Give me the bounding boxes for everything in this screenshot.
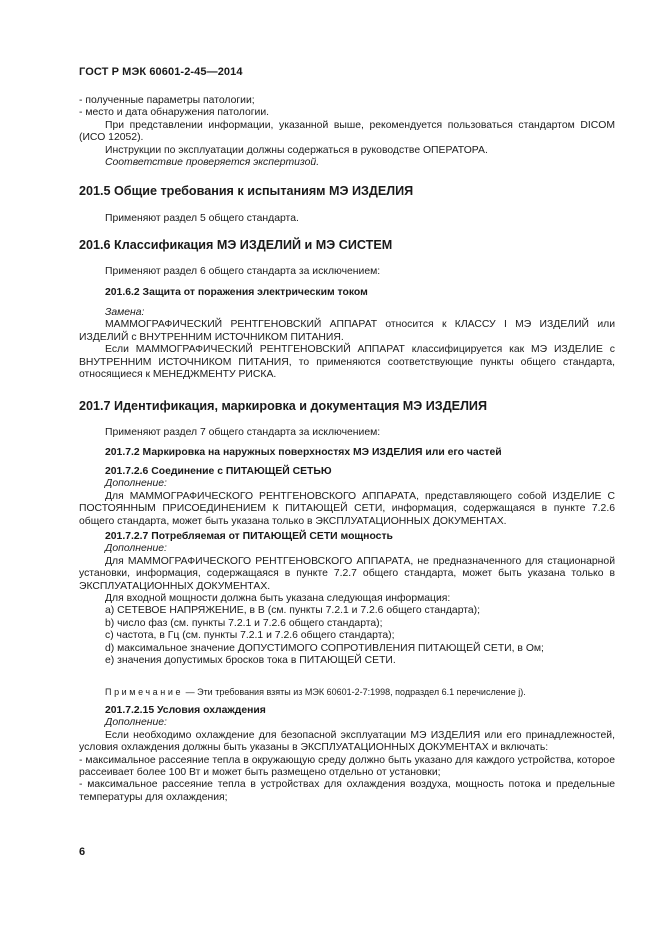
list-item: с) частота, в Гц (см. пункты 7.2.1 и 7.2.6 общего стандарта); (105, 630, 395, 642)
section-201-7-2-15 (79, 705, 615, 804)
addition-label: Дополнение: (105, 543, 167, 555)
list-item: е) значения допустимых бросков тока в ПИТАЮЩЕЙ СЕТИ. (105, 655, 396, 667)
section-201-6 (79, 238, 615, 253)
page-number: 6 (79, 846, 86, 858)
paragraph: Если необходимо охлаждение для безопасной эксплуатации МЭ ИЗДЕЛИЯ или его принадлежностей, условия охлаждения должны быть указаны в ЭКСПЛУАТАЦИОННЫХ ДОКУМЕНТАХ и включать: (79, 729, 615, 754)
paragraph: Применяют раздел 6 общего стандарта за исключением: (105, 266, 381, 277)
note-label: Примечание (105, 687, 184, 697)
paragraph-compliance: Соответствие проверяется экспертизой. (105, 157, 320, 169)
subsection-title: 201.7.2.6 Соединение с ПИТАЮЩЕЙ СЕТЬЮ (105, 466, 332, 477)
section-201-5 (79, 184, 615, 199)
paragraph-instructions: Инструкции по эксплуатации должны содержаться в руководстве ОПЕРАТОРА. (105, 144, 488, 156)
section-201-7-2-6 (79, 466, 615, 528)
section-201-7-2-7 (79, 531, 615, 667)
list-item: d) максимальное значение ДОПУСТИМОГО СОПРОТИВЛЕНИЯ ПИТАЮЩЕЙ СЕТИ, в Ом; (105, 642, 544, 654)
addition-label: Дополнение: (105, 478, 167, 490)
paragraph: МАММОГРАФИЧЕСКИЙ РЕНТГЕНОВСКИЙ АППАРАТ относится к КЛАССУ I МЭ ИЗДЕЛИЙ или ИЗДЕЛИЙ с ВНУТРЕННИМ ИСТОЧНИКОМ ПИТАНИЯ. (79, 319, 615, 343)
list-item: - полученные параметры патологии; (79, 95, 255, 106)
section-201-6-2 (79, 287, 615, 299)
section-title: 201.7 Идентификация, маркировка и документация МЭ ИЗДЕЛИЯ (79, 399, 488, 413)
paragraph-dicom: При представлении информации, указанной выше, рекомендуется пользоваться стандартом DICOM (ИСО 12052). (79, 119, 615, 144)
paragraph: Для МАММОГРАФИЧЕСКОГО РЕНТГЕНОВСКОГО АППАРАТА, представляющего собой ИЗДЕЛИЕ С ПОСТОЯННЫМ ПРИСОЕДИНЕНИЕМ К ПИТАЮЩЕЙ СЕТИ, информация, содержащаяся в пункте 7.2.6 общего стандарта, может быть указана только в ЭКСПЛУАТАЦИОННЫХ ДОКУМЕНТАХ. (79, 490, 615, 527)
note-text: — Эти требования взяты из МЭК 60601-2-7:1998, подраздел 6.1 перечисление j). (183, 687, 526, 697)
section-title: 201.5 Общие требования к испытаниям МЭ ИЗДЕЛИЯ (79, 184, 414, 198)
section-title: 201.6 Классификация МЭ ИЗДЕЛИЙ и МЭ СИСТЕМ (79, 238, 393, 252)
paragraph: - максимальное рассеяние тепла в устройствах для охлаждения воздуха, мощность потока и предельные температуры для охлаждения; (79, 779, 615, 803)
subsection-title: 201.7.2.7 Потребляемая от ПИТАЮЩЕЙ СЕТИ мощность (105, 531, 393, 542)
section-201-6-2-body (79, 307, 615, 381)
subsection-title: 201.7.2.15 Условия охлаждения (105, 705, 266, 716)
subsection-title: 201.6.2 Защита от поражения электрическим током (105, 287, 368, 298)
document-header: ГОСТ Р МЭК 60601-2-45—2014 (79, 66, 243, 78)
amendment-label: Замена: (105, 307, 145, 318)
paragraph: Если МАММОГРАФИЧЕСКИЙ РЕНТГЕНОВСКИЙ АППАРАТ классифицируется как МЭ ИЗДЕЛИЕ с ВНУТРЕННИМ ИСТОЧНИКОМ ПИТАНИЯ, то применяются соответствующие пункты общего стандарта, относящиеся к МЕНЕДЖМЕНТУ РИСКА. (79, 344, 615, 381)
list-item: - место и дата обнаружения патологии. (79, 107, 270, 119)
paragraph: Применяют раздел 7 общего стандарта за исключением: (105, 427, 381, 438)
paragraph: Применяют раздел 5 общего стандарта. (105, 213, 299, 224)
paragraph: - максимальное рассеяние тепла в окружающую среду должно быть указано для каждого устройства, которое рассеивает более 100 Вт и может быть размещено отдельно от установки; (79, 754, 615, 779)
subsection-title: 201.7.2 Маркировка на наружных поверхностях МЭ ИЗДЕЛИЯ или его частей (105, 447, 502, 458)
section-201-6-body (79, 266, 615, 278)
list-item: b) число фаз (см. пункты 7.2.1 и 7.2.6 общего стандарта); (105, 617, 383, 629)
section-201-7-2 (79, 447, 615, 459)
list-item: а) СЕТЕВОЕ НАПРЯЖЕНИЕ, в В (см. пункты 7.2.1 и 7.2.6 общего стандарта); (105, 605, 481, 617)
section-201-5-body (79, 213, 615, 225)
paragraph: Для МАММОГРАФИЧЕСКОГО РЕНТГЕНОВСКОГО АППАРАТА, не предназначенного для стационарной установки, информация, содержащаяся в пункте 7.2.7 общего стандарта, может быть указана только в ЭКСПЛУАТАЦИОННЫХ ДОКУМЕНТАХ. (79, 555, 615, 592)
paragraph: Для входной мощности должна быть указана следующая информация: (105, 593, 451, 605)
note-block (79, 686, 615, 698)
intro-block (79, 95, 615, 169)
addition-label: Дополнение: (105, 717, 167, 729)
section-201-7-body (79, 427, 615, 439)
section-201-7 (79, 399, 615, 414)
